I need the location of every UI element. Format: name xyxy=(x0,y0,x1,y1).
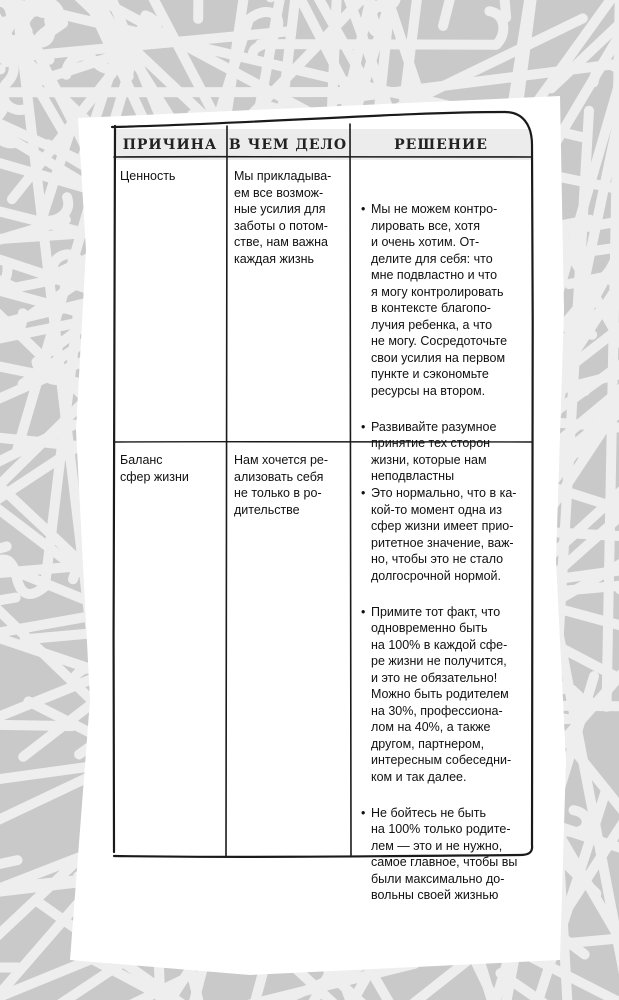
list-item xyxy=(361,805,531,904)
list-item xyxy=(361,604,531,786)
list-item xyxy=(361,485,531,584)
causes-table xyxy=(112,128,532,902)
row-2-solution-2: Примите тот факт, что одновременно быть на 100% в каждой сфе- ре жизни не получится, и это не обязательно! Можно быть родителем на 30%, профессиона- лом на 40%, а также другом, партнером, интересным собеседни- ком и так далее. xyxy=(371,604,512,784)
row-2-solution xyxy=(361,452,531,940)
row-1-what-text: Мы прикладыва- ем все возмож- ные усилия для заботы о потом- стве, нам важна каждая жизнь xyxy=(234,169,332,266)
row-2-what xyxy=(234,452,352,518)
row-1-cause: Ценность xyxy=(120,169,176,183)
row-2-solution-1: Это нормально, что в ка- кой-то момент одна из сфер жизни имеет прио- ритетное значение, важ- но, чтобы это не стало долгосрочной нормой. xyxy=(371,486,517,583)
bullet-marker: • xyxy=(361,604,366,619)
header-solution: РЕШЕНИЕ xyxy=(394,137,488,153)
bullet-marker: • xyxy=(361,202,366,216)
row-2-what-text: Нам хочется ре- ализовать себя не только в ро- дительстве xyxy=(234,453,329,517)
row-1-what xyxy=(234,168,352,267)
row-1-solution-2: Развивайте разумное принятие тех сторон жизни, которые нам неподвластны xyxy=(371,419,497,483)
row-2-solution-3: Не бойтесь не быть на 100% только родите- лем — это и не нужно, самое главное, чтобы вы были максимально до- вольны своей жизнью xyxy=(371,805,518,902)
bullet-marker: • xyxy=(361,486,366,500)
header-what: В ЧЕМ ДЕЛО xyxy=(228,137,348,153)
row-2-solution-list xyxy=(361,469,531,924)
bullet-marker: • xyxy=(361,805,366,820)
row-1-solution-1: Мы не можем контро- лировать все, хотя и очень хотим. От- делите для себя: что мне подвластно и что я могу контролировать в контексте благопо- лучия ребенка, а что не могу. Сосредоточьте свои усилия на первом пункте и сэкономьте ресурсы на втором. xyxy=(371,202,508,398)
row-2-cause: Баланс сфер жизни xyxy=(120,453,189,484)
list-item xyxy=(361,201,531,399)
header-cause: ПРИЧИНА xyxy=(122,137,218,153)
bullet-marker: • xyxy=(361,419,366,434)
